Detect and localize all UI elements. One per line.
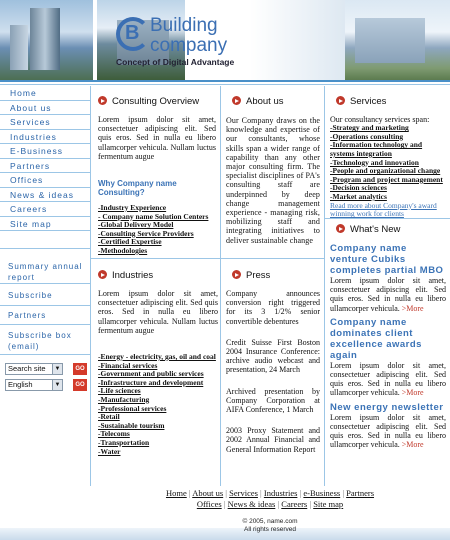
- more-link[interactable]: >More: [401, 440, 424, 450]
- services-link[interactable]: -Information technology and systems integration: [330, 140, 423, 158]
- services-section: [330, 96, 448, 219]
- services-title-text: Services: [350, 96, 387, 107]
- arrow-bullet-icon: [336, 96, 345, 105]
- nav-services[interactable]: Services: [0, 115, 90, 130]
- nav-offices[interactable]: Offices: [0, 173, 90, 188]
- side-panel: [0, 248, 90, 438]
- consulting-link[interactable]: - Company name Solution Centers: [98, 211, 209, 221]
- press-item[interactable]: 2003 Proxy Statement and 2002 Annual Financial and General Information Report: [226, 426, 320, 454]
- services-intro: Our consultancy services span:: [330, 115, 430, 124]
- about-title-text: About us: [246, 96, 284, 107]
- arrow-bullet-icon: [232, 96, 241, 105]
- partners-link[interactable]: Partners: [8, 311, 47, 320]
- services-link[interactable]: -Strategy and marketing: [330, 123, 409, 133]
- arrow-bullet-icon: [98, 270, 107, 279]
- nav-careers[interactable]: Careers: [0, 202, 90, 217]
- industries-title-text: Industries: [112, 270, 154, 281]
- industries-link[interactable]: -Life sciences: [98, 386, 141, 396]
- more-link[interactable]: >More: [401, 303, 424, 313]
- industries-title: [98, 270, 218, 281]
- industries-link[interactable]: -Professional services: [98, 403, 167, 413]
- footer-links: [90, 488, 450, 510]
- left-nav: [0, 86, 90, 231]
- industries-link[interactable]: -Infrastructure and development: [98, 377, 204, 387]
- industries-link[interactable]: -Telecoms: [98, 429, 130, 439]
- industries-link[interactable]: -Water: [98, 446, 121, 456]
- services-link[interactable]: -Market analytics: [330, 191, 387, 201]
- about-section: [226, 96, 320, 245]
- nav-home[interactable]: Home: [0, 86, 90, 101]
- nav-site-map[interactable]: Site map: [0, 217, 90, 232]
- header-photo-office: [345, 0, 450, 80]
- consulting-links: [98, 204, 216, 256]
- industries-section: [98, 270, 218, 456]
- language-go-button[interactable]: GO: [73, 379, 87, 391]
- consulting-text: Lorem ipsum dolor sit amet, consectetuer adipiscing elit. Sed quis eros. Sed in nulla eu libero ullamcorper vehicula. Nullam luctus fermentum augue: [98, 115, 216, 161]
- search-site-value: Search site: [8, 364, 46, 373]
- consulting-link[interactable]: -Consulting Service Providers: [98, 228, 194, 238]
- nav-e-business[interactable]: E-Business: [0, 144, 90, 159]
- search-go-button[interactable]: GO: [73, 363, 87, 375]
- header: [0, 0, 450, 86]
- services-links: [330, 124, 448, 201]
- about-text: Our Company draws on the knowledge and expertise of our consultants, whose skills span a wider range of capability than any other major consulting firm. The specialist disciplines of PA's consulting staff are underpinned by deep change management experience - managing risk, mobilizing staff and integrating initiatives to deliver sustainable change: [226, 116, 320, 245]
- footer-link[interactable]: Site map: [313, 499, 344, 509]
- footer-link[interactable]: Partners: [346, 488, 375, 498]
- more-link[interactable]: >More: [401, 388, 424, 398]
- news-heading[interactable]: Company name venture Cubiks completes partial MBO: [330, 243, 444, 276]
- header-divider: [0, 80, 450, 82]
- copyright-block: [90, 518, 450, 534]
- news-body: Lorem ipsum dolor sit amet, consectetuer adipiscing elit. Sed quis eros. Sed in nulla eu libero ullamcorper vehicula.: [330, 360, 446, 398]
- services-link[interactable]: -Decision sciences: [330, 183, 387, 193]
- press-section: [226, 270, 320, 454]
- industries-link[interactable]: -Sustainable tourism: [98, 420, 165, 430]
- arrow-bullet-icon: [232, 270, 241, 279]
- logo-mark: B: [125, 22, 140, 44]
- whatsnew-title: [330, 224, 446, 235]
- footer-link[interactable]: About us: [192, 488, 224, 498]
- news-item: [330, 243, 446, 313]
- search-site-select[interactable]: [5, 363, 63, 375]
- news-text: [330, 276, 446, 313]
- award-link[interactable]: Read more about Company's award winning work for clients: [330, 200, 437, 219]
- header-fade: [250, 0, 350, 80]
- industries-link[interactable]: -Financial services: [98, 360, 158, 370]
- subscribe-box-label: Subscribe box (email): [8, 331, 72, 351]
- rights: All rights reserved: [243, 526, 297, 533]
- news-item: [330, 402, 446, 450]
- header-photo-tower: [0, 0, 95, 80]
- footer-link[interactable]: Careers: [281, 499, 308, 509]
- copyright: © 2005, name.com: [242, 518, 298, 525]
- press-title: [226, 270, 320, 281]
- arrow-bullet-icon: [336, 224, 345, 233]
- nav-news-ideas[interactable]: News & ideas: [0, 188, 90, 203]
- footer-link[interactable]: News & ideas: [227, 499, 276, 509]
- about-title: [226, 96, 320, 107]
- footer-row-1: Home | About us | Services | Industries | e-Business | Partners: [165, 488, 375, 498]
- row-divider: [90, 258, 324, 259]
- industries-link[interactable]: -Energy - electricity, gas, oil and coal: [98, 352, 216, 362]
- press-item[interactable]: Credit Suisse First Boston 2004 Insurance Conference: archive audio webcast and presentation, 24 March: [226, 337, 320, 375]
- industries-links: [98, 353, 218, 456]
- press-item[interactable]: Archived presentation by Company Corporation at AIFA Conference, 1 March: [226, 386, 320, 415]
- chevron-down-icon: ▼: [52, 380, 62, 390]
- news-body: Lorem ipsum dolor sit amet, consectetuer adipiscing elit. Sed quis eros. Sed in nulla eu libero ullamcorper vehicula.: [330, 412, 446, 450]
- footer-link[interactable]: Services: [229, 488, 258, 498]
- arrow-bullet-icon: [98, 96, 107, 105]
- news-item: [330, 317, 446, 398]
- press-item[interactable]: Company announces conversion right triggered for its 3 1/2% senior convertible debentures: [226, 289, 320, 326]
- news-heading[interactable]: New energy newsletter: [330, 401, 444, 413]
- consulting-link[interactable]: -Methodologies: [98, 245, 148, 255]
- whatsnew-section: [330, 224, 446, 449]
- column-divider: [220, 86, 221, 486]
- chevron-down-icon: ▼: [52, 364, 62, 374]
- column-divider: [90, 86, 91, 486]
- industries-link[interactable]: -Retail: [98, 412, 120, 422]
- services-title: [330, 96, 448, 107]
- consulting-link[interactable]: -Industry Experience: [98, 203, 167, 213]
- nav-partners[interactable]: Partners: [0, 159, 90, 174]
- whatsnew-title-text: What's New: [350, 224, 401, 235]
- news-text: [330, 413, 446, 450]
- footer-link[interactable]: e-Business: [303, 488, 341, 498]
- industries-link[interactable]: -Government and public services: [98, 369, 204, 379]
- nav-industries[interactable]: Industries: [0, 130, 90, 145]
- services-link[interactable]: -People and organizational change: [330, 166, 441, 176]
- consulting-question: Why Company name Consulting?: [98, 179, 177, 198]
- footer-row-2: Offices | News & ideas | Careers | Site map: [196, 499, 344, 509]
- consulting-link[interactable]: -Global Delivery Model: [98, 220, 174, 230]
- language-select[interactable]: [5, 379, 63, 391]
- logo-line2: company: [150, 35, 228, 56]
- news-text: [330, 361, 446, 398]
- consulting-title-text: Consulting Overview: [112, 96, 200, 107]
- nav-about-us[interactable]: About us: [0, 101, 90, 116]
- industries-link[interactable]: -Transportation: [98, 437, 150, 447]
- language-value: English: [8, 380, 33, 389]
- consulting-title: [98, 96, 216, 107]
- industries-link[interactable]: -Manufacturing: [98, 394, 150, 404]
- consulting-link[interactable]: -Certified Expertise: [98, 237, 162, 247]
- logo-line1: Building: [150, 15, 218, 36]
- press-title-text: Press: [246, 270, 271, 281]
- column-divider: [324, 86, 325, 486]
- services-link[interactable]: -Operations consulting: [330, 131, 404, 141]
- services-link[interactable]: -Technology and innovation: [330, 157, 419, 167]
- news-heading[interactable]: Company name dominates client excellence awards again: [330, 316, 422, 361]
- footer-link[interactable]: Home: [165, 488, 187, 498]
- summary-annual-report-link[interactable]: Summary annual report: [8, 262, 83, 282]
- footer-link[interactable]: Offices: [196, 499, 222, 509]
- consulting-section: [98, 96, 216, 256]
- logo-tagline: Concept of Digital Advantage: [116, 57, 235, 67]
- subscribe-link[interactable]: Subscribe: [8, 291, 53, 300]
- industries-text: Lorem ipsum dolor sit amet, consectetuer adipiscing elit. Sed quis eros. Sed in nulla eu libero ullamcorper vehicula. Nullam luctus fermentum augue: [98, 289, 218, 335]
- news-body: Lorem ipsum dolor sit amet, consectetuer adipiscing elit. Sed quis eros. Sed in nulla eu libero ullamcorper vehicula.: [330, 276, 446, 313]
- services-link[interactable]: -Program and project management: [330, 174, 443, 184]
- footer-link[interactable]: Industries: [263, 488, 298, 498]
- header-divider-light: [0, 84, 450, 85]
